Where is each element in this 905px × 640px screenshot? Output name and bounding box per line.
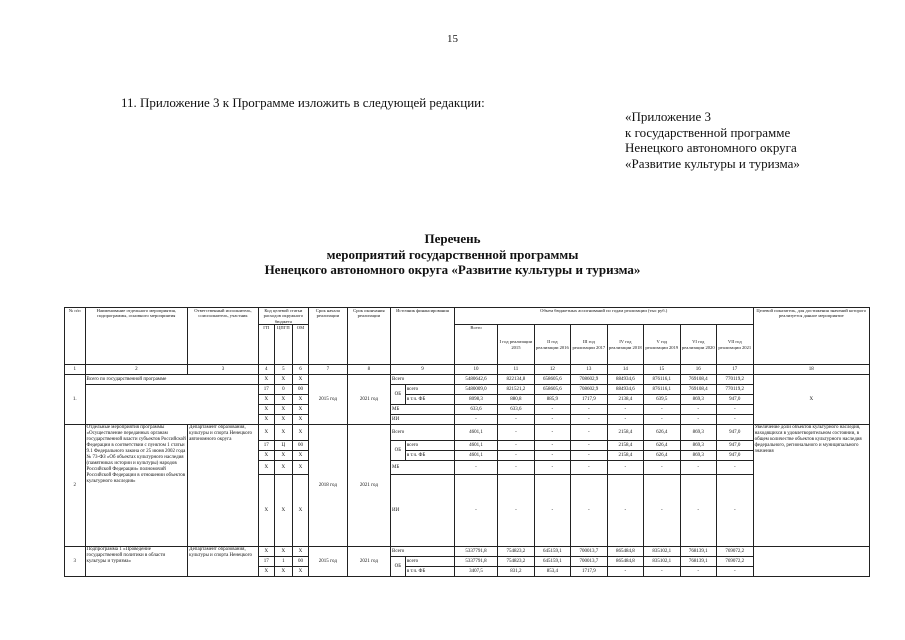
value-cell: -: [454, 461, 497, 475]
value-cell: 865484,8: [607, 557, 643, 567]
value-cell: 633,6: [454, 405, 497, 415]
col-number: 15: [644, 365, 680, 375]
col-number: 5: [274, 365, 292, 375]
value-cell: -: [534, 451, 570, 461]
code-cell: Х: [258, 425, 274, 441]
page-number: 15: [447, 33, 458, 45]
end-cell: 2021 год: [347, 375, 390, 425]
col-number: 8: [347, 365, 390, 375]
value-cell: 770119,2: [716, 385, 753, 395]
header-year: I год реализации 2015: [498, 325, 534, 365]
target-cell: Х: [753, 375, 869, 425]
code-cell: 00: [292, 557, 308, 567]
source-cell: Всего: [391, 425, 455, 441]
empty-cell: [85, 385, 258, 425]
col-number: 11: [498, 365, 534, 375]
code-cell: Х: [258, 547, 274, 557]
code-cell: 17: [258, 557, 274, 567]
section3-name: Подпрограмма 1 «Проведение государственной политики в области культуры и туризма»: [85, 547, 188, 577]
value-cell: 2158,4: [607, 425, 643, 441]
value-cell: 947,0: [716, 451, 753, 461]
value-cell: -: [644, 405, 680, 415]
value-cell: -: [607, 567, 643, 577]
start-cell: 2015 год: [308, 375, 347, 425]
value-cell: 770119,2: [716, 375, 753, 385]
code-cell: Х: [258, 461, 274, 475]
value-cell: -: [571, 475, 607, 547]
program-total-label: Всего по государственной программе: [85, 375, 258, 385]
value-cell: 947,0: [716, 441, 753, 451]
value-cell: -: [498, 425, 534, 441]
value-cell: -: [534, 425, 570, 441]
source-ob-total: всего: [405, 385, 454, 395]
section3-target: [753, 547, 869, 577]
value-cell: 1717,9: [571, 567, 607, 577]
start-cell: 2015 год: [308, 547, 347, 577]
value-cell: -: [571, 415, 607, 425]
source-ob-fb: в т.ч. ФБ: [405, 451, 454, 461]
value-cell: -: [571, 451, 607, 461]
value-cell: -: [534, 475, 570, 547]
value-cell: 768139,1: [680, 557, 716, 567]
row-number: 1.: [65, 375, 86, 425]
source-cell: Всего: [391, 547, 455, 557]
section2-name: Отдельные мероприятия программы «Осуществление переданных органам государственной власти субъектов Российской Федерации в соответствии с пунктом 1 статьи 9.1 Федерального закона от 25 июня 2002 года № 73-ФЗ «Об объектах культурного наследия (памятниках истории и культуры) народов Российской Федерации» полномочий Российской Федерации в отношении объектов культурного наследия»: [85, 425, 188, 547]
header-om: ОМ: [292, 325, 308, 365]
value-cell: 831,2: [498, 567, 534, 577]
value-cell: -: [571, 405, 607, 415]
value-cell: -: [498, 415, 534, 425]
value-cell: 626,4: [644, 441, 680, 451]
value-cell: -: [498, 451, 534, 461]
source-ob: ОБ: [391, 441, 406, 461]
header-year: IV год реализации 2018: [607, 325, 643, 365]
code-cell: 00: [292, 385, 308, 395]
code-cell: Х: [274, 415, 292, 425]
value-cell: 869,3: [680, 451, 716, 461]
value-cell: -: [680, 475, 716, 547]
source-ob-total: всего: [405, 557, 454, 567]
code-cell: 17: [258, 441, 274, 451]
value-cell: -: [534, 461, 570, 475]
end-cell: 2021 год: [347, 425, 390, 547]
source-cell: Всего: [391, 375, 455, 385]
value-cell: -: [607, 475, 643, 547]
value-cell: 645159,1: [534, 557, 570, 567]
value-cell: 5337791,8: [454, 557, 497, 567]
col-number: 3: [188, 365, 259, 375]
header-row: [65, 308, 870, 325]
value-cell: 869,3: [680, 425, 716, 441]
start-cell: 2018 год: [308, 425, 347, 547]
value-cell: 5480009,0: [454, 385, 497, 395]
code-cell: Х: [274, 461, 292, 475]
value-cell: -: [644, 461, 680, 475]
table-row: [65, 385, 870, 395]
instruction-text: 11. Приложение 3 к Программе изложить в следующей редакции:: [121, 95, 485, 110]
table-row: [65, 375, 870, 385]
col-number: 18: [753, 365, 869, 375]
header-year: V год реализации 2019: [644, 325, 680, 365]
header-num: № п/п: [65, 308, 86, 365]
source-cell: МБ: [391, 405, 455, 415]
program-table: [64, 307, 870, 577]
code-cell: Ц: [274, 441, 292, 451]
header-exec: Ответственный исполнитель, соисполнитель, участник: [188, 308, 259, 365]
code-cell: 00: [292, 441, 308, 451]
value-cell: 876116,1: [644, 375, 680, 385]
code-cell: Х: [292, 567, 308, 577]
code-cell: Х: [292, 375, 308, 385]
value-cell: 880,8: [498, 395, 534, 405]
row-number: 2: [65, 425, 86, 547]
section2-exec: Департамент образования, культуры и спорта Ненецкого автономного округа: [188, 425, 259, 547]
value-cell: 869,3: [680, 395, 716, 405]
row-number: 3: [65, 547, 86, 577]
source-ob-fb: в т.ч. ФБ: [405, 395, 454, 405]
col-number: 12: [534, 365, 570, 375]
title-line: Ненецкого автономного округа «Развитие культуры и туризма»: [264, 262, 641, 277]
header-name: Наименование отдельного мероприятия, подпрограммы, основного мероприятия: [85, 308, 188, 365]
value-cell: 865484,8: [607, 547, 643, 557]
appendix-line: «Развитие культуры и туризма»: [625, 155, 800, 171]
col-number: 9: [391, 365, 455, 375]
appendix-line: Ненецкого автономного округа: [625, 140, 797, 155]
header-volume: Объем бюджетных ассигнований по годам реализации (тыс руб.): [454, 308, 753, 325]
value-cell: 5337791,8: [454, 547, 497, 557]
source-ob: ОБ: [391, 385, 406, 405]
value-cell: 822134,8: [498, 375, 534, 385]
code-cell: Х: [292, 461, 308, 475]
value-cell: -: [534, 415, 570, 425]
value-cell: 3407,5: [454, 567, 497, 577]
value-cell: -: [716, 415, 753, 425]
value-cell: 4601,1: [454, 441, 497, 451]
code-cell: Х: [274, 451, 292, 461]
value-cell: 876116,1: [644, 385, 680, 395]
col-number: 4: [258, 365, 274, 375]
code-cell: Х: [292, 415, 308, 425]
value-cell: 754823,2: [498, 557, 534, 567]
code-cell: 17: [258, 385, 274, 395]
value-cell: 769072,2: [716, 557, 753, 567]
code-cell: Х: [274, 405, 292, 415]
col-number: 16: [680, 365, 716, 375]
header-end: Срок окончания реализации: [347, 308, 390, 365]
value-cell: 754823,2: [498, 547, 534, 557]
code-cell: Х: [274, 475, 292, 547]
value-cell: 869,3: [680, 441, 716, 451]
value-cell: -: [644, 475, 680, 547]
value-cell: 2138,4: [607, 395, 643, 405]
code-cell: Х: [274, 567, 292, 577]
value-cell: -: [680, 567, 716, 577]
header-code: Код целевой статьи расходов окружного бюджета: [258, 308, 308, 325]
value-cell: 769108,4: [680, 385, 716, 395]
value-cell: 633,6: [498, 405, 534, 415]
value-cell: 885,9: [534, 395, 570, 405]
code-cell: 1: [274, 557, 292, 567]
code-cell: Х: [274, 395, 292, 405]
value-cell: 626,4: [644, 425, 680, 441]
value-cell: 947,0: [716, 425, 753, 441]
code-cell: Х: [292, 475, 308, 547]
value-cell: 5480642,6: [454, 375, 497, 385]
col-number: 2: [85, 365, 188, 375]
value-cell: 2158,4: [607, 451, 643, 461]
source-cell: ИИ: [391, 415, 455, 425]
section2-target: Увеличение доли объектов культурного наследия, находящихся в удовлетворительном состоянии, в общем количестве объектов культурного наследия федерального, регионального и муниципального значения: [753, 425, 869, 547]
value-cell: 658605,6: [534, 385, 570, 395]
value-cell: -: [498, 441, 534, 451]
value-cell: 4601,1: [454, 451, 497, 461]
value-cell: 8098,3: [454, 395, 497, 405]
value-cell: -: [680, 405, 716, 415]
code-cell: Х: [292, 451, 308, 461]
value-cell: 769108,4: [680, 375, 716, 385]
code-cell: 0: [274, 385, 292, 395]
value-cell: 708602,9: [571, 385, 607, 395]
code-cell: Х: [258, 375, 274, 385]
code-cell: Х: [292, 395, 308, 405]
table-row: [65, 425, 870, 441]
value-cell: -: [716, 475, 753, 547]
value-cell: 1717,9: [571, 395, 607, 405]
value-cell: -: [534, 441, 570, 451]
column-number-row: [65, 365, 870, 375]
value-cell: -: [571, 425, 607, 441]
header-year: VI год реализации 2020: [680, 325, 716, 365]
value-cell: -: [716, 461, 753, 475]
value-cell: -: [644, 415, 680, 425]
header-year: VII год реализации 2021: [716, 325, 753, 365]
table-row: [65, 547, 870, 557]
col-number: 13: [571, 365, 607, 375]
value-cell: -: [534, 405, 570, 415]
code-cell: Х: [258, 405, 274, 415]
value-cell: 708602,9: [571, 375, 607, 385]
value-cell: -: [680, 415, 716, 425]
value-cell: 700013,7: [571, 547, 607, 557]
header-cgp: ЦПГП: [274, 325, 292, 365]
col-number: 10: [454, 365, 497, 375]
value-cell: -: [607, 461, 643, 475]
code-cell: Х: [292, 405, 308, 415]
value-cell: 4601,1: [454, 425, 497, 441]
code-cell: Х: [258, 395, 274, 405]
end-cell: 2021 год: [347, 547, 390, 577]
value-cell: -: [571, 441, 607, 451]
value-cell: 947,0: [716, 395, 753, 405]
value-cell: -: [716, 405, 753, 415]
value-cell: 853,4: [534, 567, 570, 577]
value-cell: 884934,6: [607, 375, 643, 385]
section3-exec: Департамент образования, культуры и спорта Ненецкого: [188, 547, 259, 577]
code-cell: Х: [258, 475, 274, 547]
value-cell: 2158,4: [607, 441, 643, 451]
code-cell: Х: [258, 567, 274, 577]
header-source: Источник финансирования: [391, 308, 455, 365]
value-cell: -: [571, 461, 607, 475]
header-gp: ГП: [258, 325, 274, 365]
appendix-header: [625, 109, 800, 171]
code-cell: Х: [292, 547, 308, 557]
value-cell: -: [498, 475, 534, 547]
document-title: [0, 231, 905, 278]
header-year: II год реализации 2016: [534, 325, 570, 365]
value-cell: -: [644, 567, 680, 577]
source-ob-fb: в т.ч. ФБ: [405, 567, 454, 577]
value-cell: -: [607, 415, 643, 425]
value-cell: 639,5: [644, 395, 680, 405]
value-cell: 626,4: [644, 451, 680, 461]
source-cell: ИИ: [391, 475, 455, 547]
title-line: Перечень: [424, 231, 481, 246]
title-line: мероприятий государственной программы: [326, 246, 579, 262]
col-number: 6: [292, 365, 308, 375]
value-cell: 884934,6: [607, 385, 643, 395]
code-cell: Х: [274, 547, 292, 557]
value-cell: -: [680, 461, 716, 475]
value-cell: 835102,1: [644, 557, 680, 567]
value-cell: 769072,2: [716, 547, 753, 557]
code-cell: Х: [292, 425, 308, 441]
col-number: 17: [716, 365, 753, 375]
appendix-line: к государственной программе: [625, 124, 791, 140]
value-cell: 768139,1: [680, 547, 716, 557]
col-number: 7: [308, 365, 347, 375]
code-cell: Х: [258, 451, 274, 461]
source-cell: МБ: [391, 461, 455, 475]
source-ob: ОБ: [391, 557, 406, 577]
code-cell: Х: [274, 425, 292, 441]
header-target: Целевой показатель, для достижения значений которого реализуется данное мероприятие: [753, 308, 869, 365]
col-number: 1: [65, 365, 86, 375]
value-cell: 700013,7: [571, 557, 607, 567]
col-number: 14: [607, 365, 643, 375]
value-cell: 835102,1: [644, 547, 680, 557]
header-start: Срок начала реализации: [308, 308, 347, 365]
code-cell: Х: [258, 415, 274, 425]
header-year: III год реализации 2017: [571, 325, 607, 365]
value-cell: -: [454, 415, 497, 425]
source-ob-total: всего: [405, 441, 454, 451]
value-cell: 821521,2: [498, 385, 534, 395]
value-cell: -: [716, 567, 753, 577]
value-cell: 658605,6: [534, 375, 570, 385]
appendix-line: «Приложение 3: [625, 109, 712, 124]
value-cell: 645159,1: [534, 547, 570, 557]
value-cell: -: [498, 461, 534, 475]
value-cell: -: [607, 405, 643, 415]
header-total: Всего: [454, 325, 497, 365]
value-cell: -: [454, 475, 497, 547]
code-cell: Х: [274, 375, 292, 385]
